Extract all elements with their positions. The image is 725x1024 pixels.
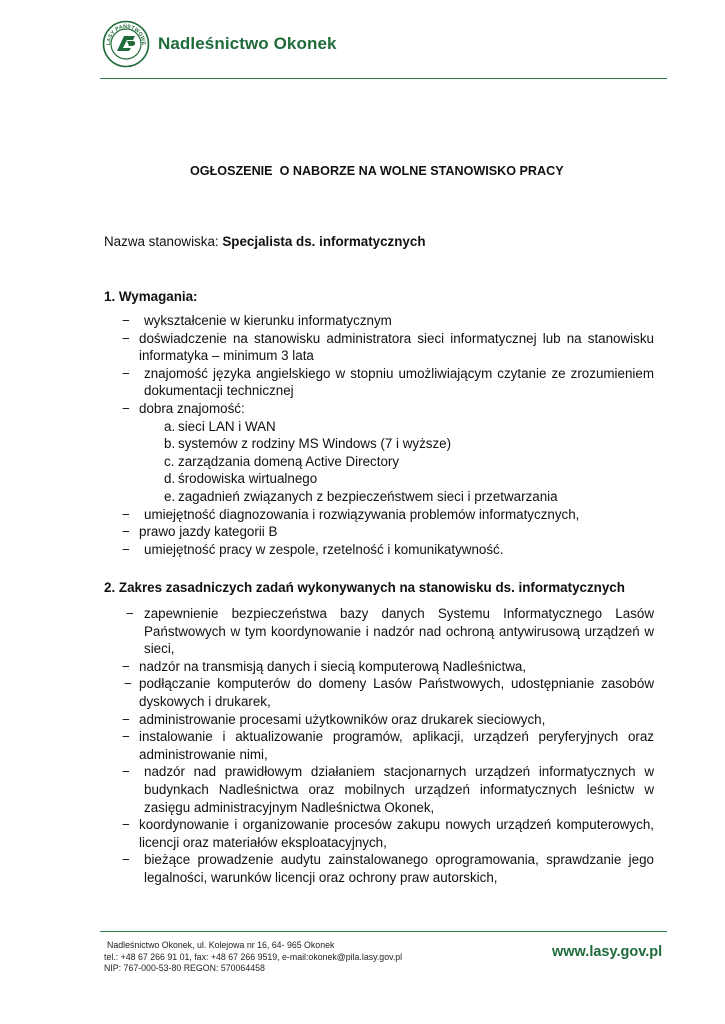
list-item: − prawo jazdy kategorii B bbox=[122, 524, 278, 540]
footer-divider bbox=[100, 931, 667, 932]
section-duties-heading: 2. Zakres zasadniczych zadań wykonywanych na stanowisku ds. informatycznych bbox=[104, 580, 625, 595]
list-item: − dobra znajomość: a. sieci LAN i WAN b. systemów z rodziny MS Windows (7 i wyższe) c. zarządzania domeną Active Directory d. środowiska wirtualnego e. zagadnień związanych z bezpieczeństwem sieci i przetwarzania bbox=[104, 400, 654, 506]
list-item: − administrowanie procesami użytkowników oraz drukarek sieciowych, bbox=[122, 711, 546, 727]
sublist-item: e. zagadnień związanych z bezpieczeństwem sieci i przetwarzania bbox=[164, 488, 558, 504]
dash-bullet: − bbox=[122, 365, 130, 381]
dash-bullet: − bbox=[122, 852, 130, 868]
page-header bbox=[100, 18, 667, 82]
dash-bullet: − bbox=[122, 506, 130, 522]
dash-bullet: − bbox=[122, 729, 130, 745]
list-item: − doświadczenie na stanowisku administratora sieci informatycznej lub na stanowisku informatyka – minimum 3 lata bbox=[122, 330, 654, 364]
list-item: − wykształcenie w kierunku informatycznym bbox=[122, 313, 392, 328]
footer-nip-regon: NIP: 767-000-53-80 REGON: 570064458 bbox=[104, 963, 265, 973]
sublist-item: b. systemów z rodziny MS Windows (7 i wyższe) bbox=[164, 436, 452, 452]
dash-bullet: − bbox=[122, 764, 130, 780]
dash-bullet: − bbox=[122, 330, 130, 346]
list-item: − nadzór nad prawidłowym działaniem stacjonarnych urządzeń informatycznych w budynkach Nadleśnictwa oraz mobilnych urządzeń informatycznych leśnictw w zasięgu administracyjnym Nadleśnictwa Okonek, bbox=[122, 764, 654, 815]
dash-bullet: − bbox=[122, 524, 130, 540]
position-label: Nazwa stanowiska: bbox=[104, 234, 223, 249]
dash-bullet: − bbox=[126, 606, 134, 621]
list-item: − koordynowanie i organizowanie procesów zakupu nowych urządzeń komputerowych, licencji oraz materiałów eksploatacyjnych, bbox=[122, 817, 654, 850]
list-item: − instalowanie i aktualizowanie programów, aplikacji, urządzeń peryferyjnych oraz administrowanie nimi, bbox=[122, 729, 654, 762]
list-item: − bieżące prowadzenie audytu zainstalowanego oprogramowania, sprawdzanie jego legalności, warunków licencji oraz ochrony praw autorskich, bbox=[122, 852, 654, 885]
lasy-panstwowe-logo bbox=[102, 20, 150, 68]
header-divider bbox=[100, 78, 667, 79]
document-title: OGŁOSZENIE O NABORZE NA WOLNE STANOWISKO PRACY bbox=[190, 164, 564, 178]
list-item: − umiejętność pracy w zespole, rzetelność i komunikatywność. bbox=[122, 541, 504, 557]
footer-address: Nadleśnictwo Okonek, ul. Kolejowa nr 16, 64- 965 Okonek bbox=[107, 940, 335, 950]
logo-ring-text: LASY PAŃSTWOWE bbox=[105, 23, 147, 46]
sublist-item: a. sieci LAN i WAN bbox=[164, 418, 276, 434]
dash-bullet: − bbox=[122, 817, 130, 833]
list-item: − zapewnienie bezpieczeństwa bazy danych Systemu Informatycznego Lasów Państwowych w tym koordynowanie i nadzór nad ochroną antywirusową urządzeń w sieci, bbox=[126, 606, 654, 657]
dash-bullet: − bbox=[124, 676, 132, 692]
sublist-item: d. środowiska wirtualnego bbox=[164, 471, 318, 487]
organization-name: Nadleśnictwo Okonek bbox=[158, 34, 337, 53]
dash-bullet: − bbox=[122, 711, 130, 727]
list-item: − znajomość języka angielskiego w stopniu umożliwiającym czytanie ze zrozumieniem dokumentacji technicznej bbox=[122, 365, 654, 399]
sublist-item: c. zarządzania domeną Active Directory bbox=[164, 453, 400, 469]
website-link[interactable]: www.lasy.gov.pl bbox=[552, 944, 663, 960]
footer-contact bbox=[104, 940, 402, 975]
dash-bullet: − bbox=[122, 400, 130, 416]
dash-bullet: − bbox=[122, 541, 130, 557]
section-requirements-heading: 1. Wymagania: bbox=[104, 289, 198, 304]
dash-bullet: − bbox=[122, 313, 130, 328]
list-item: − nadzór na transmisją danych i siecią komputerową Nadleśnictwa, bbox=[122, 658, 527, 674]
requirements-list bbox=[104, 312, 654, 558]
footer-phone-email: tel.: +48 67 266 91 01, fax: +48 67 266 9519, e-mail:okonek@pila.lasy.gov.pl bbox=[104, 951, 403, 962]
knowledge-sublist bbox=[104, 418, 654, 506]
list-item: − podłączanie komputerów do domeny Lasów Państwowych, udostępnianie zasobów dyskowych i drukarek, bbox=[124, 676, 654, 709]
position-value: Specjalista ds. informatycznych bbox=[222, 234, 426, 249]
list-item: − umiejętność diagnozowania i rozwiązywania problemów informatycznych, bbox=[122, 506, 580, 522]
dash-bullet: − bbox=[122, 658, 130, 674]
position-name bbox=[104, 234, 426, 249]
duties-list bbox=[104, 605, 654, 887]
